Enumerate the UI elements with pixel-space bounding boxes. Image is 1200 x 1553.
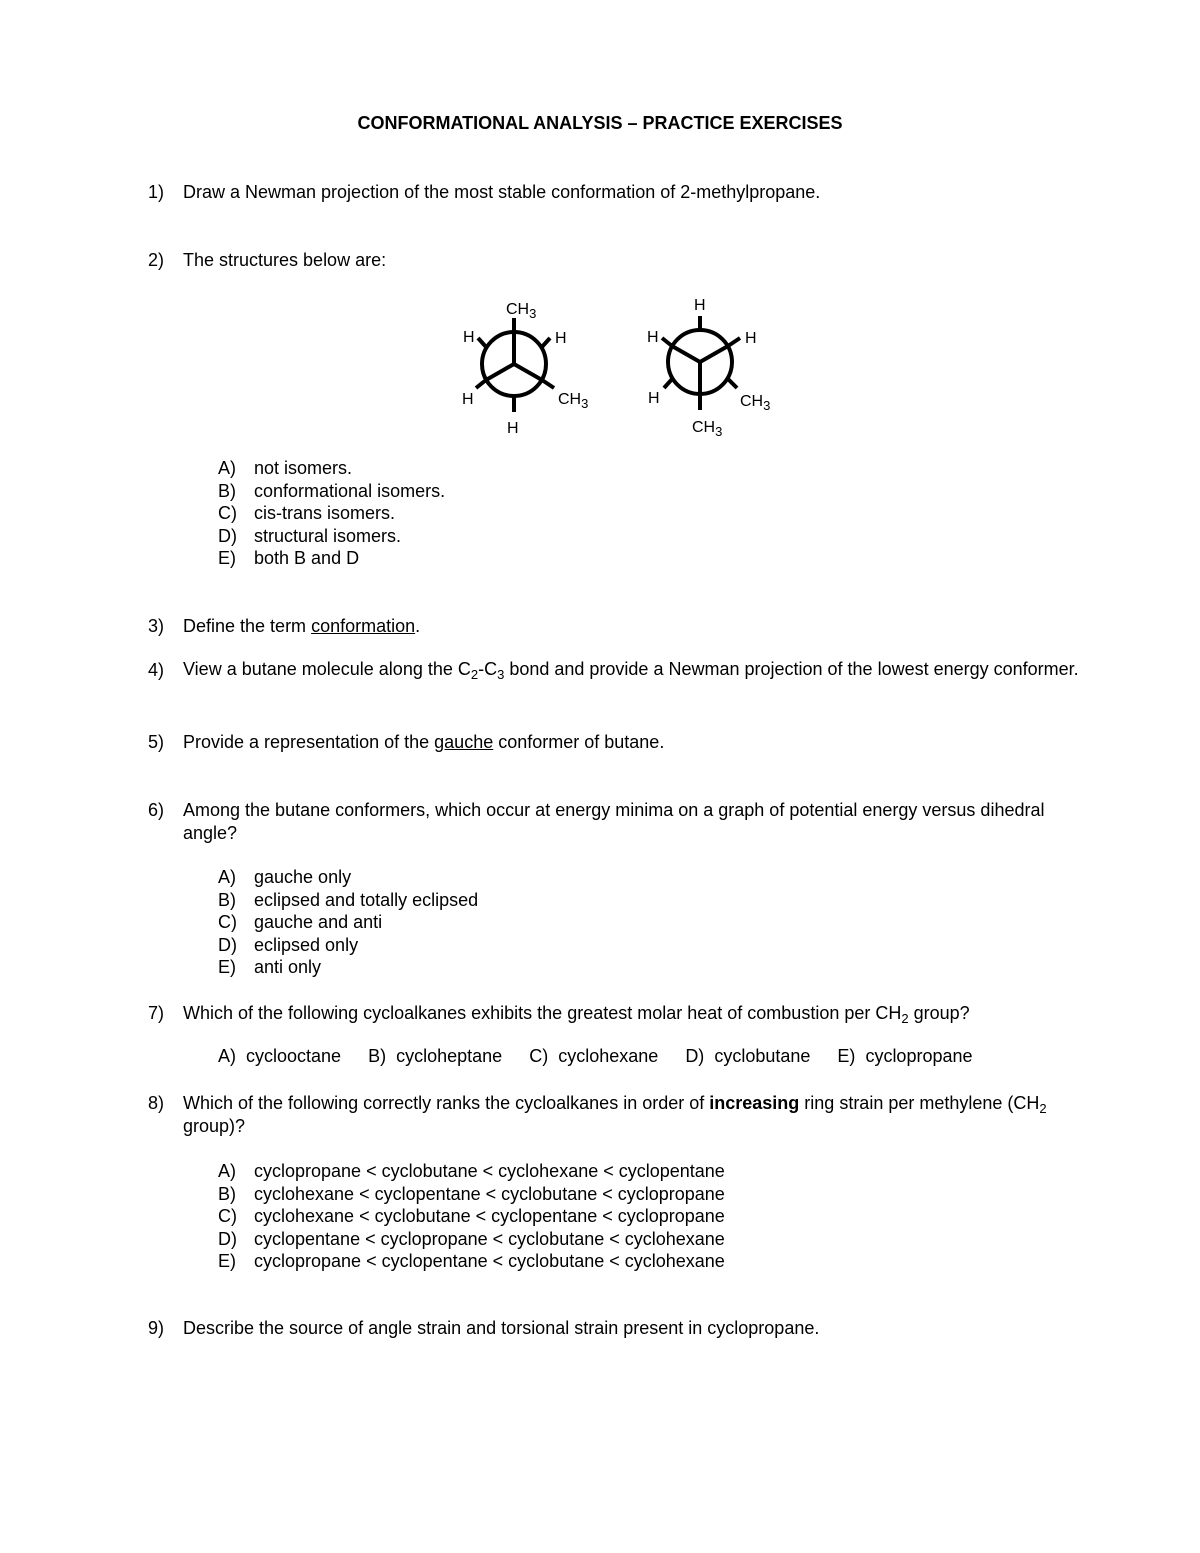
newman1-lower-left-label: H	[462, 391, 474, 408]
option-letter: D)	[218, 1228, 237, 1249]
underlined-term: gauche	[434, 732, 494, 752]
option-text: cyclobutane	[714, 1046, 811, 1066]
option-c	[529, 1046, 658, 1066]
question-text-part: group)?	[183, 1116, 246, 1136]
question-number: 1)	[148, 182, 165, 202]
option-text: cyclopropane	[865, 1046, 973, 1066]
option-letter: A)	[218, 1161, 236, 1181]
option-text: anti only	[254, 957, 322, 977]
question-number: 7)	[148, 1003, 165, 1023]
question-text	[183, 656, 1083, 683]
question-number: 9)	[148, 1318, 165, 1338]
option-e	[837, 1046, 972, 1066]
subscript: 2	[1039, 1101, 1047, 1116]
subscript: 2	[901, 1011, 909, 1026]
newman-projection-1	[462, 301, 588, 437]
newman2-lower-right-label: $CH_3$	[740, 393, 771, 413]
option-text: cyclohexane < cyclopentane < cyclobutane < cyclopropane	[254, 1183, 725, 1204]
question-text-part: Define the term	[183, 616, 312, 636]
question-text-part: ring strain per methylene (CH	[799, 1093, 1040, 1113]
option-text: cyclopropane < cyclopentane < cyclobutane < cyclohexane	[254, 1251, 725, 1271]
subscript: 2	[470, 667, 479, 682]
option-letter: B)	[368, 1046, 387, 1066]
question-text-part: Provide a representation of the	[183, 732, 435, 752]
option-letter: E)	[218, 548, 236, 568]
newman2-upper-right-label: H	[745, 330, 757, 347]
option-text: cyclopropane < cyclobutane < cyclohexane < cyclopentane	[254, 1161, 725, 1181]
option-text: conformational isomers.	[254, 480, 446, 501]
question-text-part: View a butane molecule along the C	[183, 659, 471, 679]
option-d	[685, 1046, 810, 1066]
question-text-part: Which of the following cycloalkanes exhibits the greatest molar heat of combustion per CH	[183, 1003, 902, 1023]
option-letter: C)	[218, 1206, 237, 1226]
option-text: gauche only	[254, 867, 352, 887]
newman-projection-2	[647, 297, 770, 439]
question-text-part: -C	[478, 659, 498, 679]
option-letter: A)	[218, 867, 236, 887]
option-text: structural isomers.	[254, 525, 402, 546]
question-number: 2)	[148, 250, 165, 270]
option-letter: A)	[218, 458, 236, 478]
newman2-top-label: H	[694, 297, 706, 314]
option-text: gauche and anti	[254, 912, 383, 932]
question-text	[183, 1092, 1083, 1138]
question-text-part: Which of the following correctly ranks the cycloalkanes in order of	[183, 1093, 710, 1113]
option-a	[218, 1046, 341, 1066]
option-text: cis-trans isomers.	[254, 503, 396, 523]
option-text: cyclopentane < cyclopropane < cyclobutane < cyclohexane	[254, 1228, 725, 1249]
option-letter: C)	[218, 503, 237, 523]
question-text	[183, 1002, 1083, 1024]
option-letter: C)	[218, 912, 237, 932]
option-text: cyclohexane	[558, 1046, 659, 1066]
option-letter: E)	[218, 1251, 236, 1271]
option-text: cyclooctane	[246, 1046, 342, 1066]
emphasized-word: increasing	[709, 1093, 800, 1113]
option-letter: D)	[685, 1046, 705, 1066]
newman2-upper-left-label: H	[647, 329, 659, 346]
question-text	[183, 615, 1083, 637]
question-number: 4)	[148, 660, 165, 680]
question-text-part: bond and provide a Newman projection of the lowest energy conformer.	[504, 659, 1079, 679]
question-text-part: .	[415, 616, 421, 636]
option-letter: B)	[218, 1183, 236, 1204]
option-letter: B)	[218, 480, 236, 501]
option-letter: E)	[218, 957, 236, 977]
newman1-bottom-label: H	[507, 420, 519, 437]
question-text: Describe the source of angle strain and torsional strain present in cyclopropane.	[183, 1318, 820, 1338]
option-b	[368, 1046, 502, 1066]
underlined-term: conformation	[311, 616, 416, 636]
question-text-part: conformer of butane.	[493, 732, 665, 752]
option-text: eclipsed and totally eclipsed	[254, 889, 479, 910]
option-text: not isomers.	[254, 458, 353, 478]
page-title: CONFORMATIONAL ANALYSIS – PRACTICE EXERCISES	[357, 113, 843, 133]
question-text	[183, 731, 1083, 753]
option-letter: C)	[529, 1046, 549, 1066]
option-letter: B)	[218, 889, 236, 910]
question-number: 6)	[148, 800, 165, 820]
option-text: cycloheptane	[396, 1046, 503, 1066]
question-7-options	[218, 1046, 995, 1067]
option-letter: D)	[218, 525, 237, 546]
option-text: eclipsed only	[254, 934, 359, 955]
newman1-lower-right-label: $CH_3$	[558, 391, 589, 411]
newman-projections	[440, 290, 800, 440]
option-letter: D)	[218, 934, 237, 955]
question-number: 8)	[148, 1093, 165, 1113]
question-text-part: group?	[908, 1003, 970, 1023]
option-text: both B and D	[254, 548, 360, 568]
question-text: The structures below are:	[183, 250, 387, 270]
subscript: 3	[497, 667, 505, 682]
newman1-upper-left-label: H	[463, 329, 475, 346]
newman2-bottom-label: $CH_3$	[692, 419, 723, 439]
question-number: 3)	[148, 616, 165, 636]
question-text: Among the butane conformers, which occur at energy minima on a graph of potential energy versus dihedral angle?	[183, 800, 1045, 843]
newman1-top-label: $CH_3$	[506, 301, 537, 321]
option-letter: A)	[218, 1046, 236, 1066]
option-text: cyclohexane < cyclobutane < cyclopentane < cyclopropane	[254, 1206, 725, 1226]
option-letter: E)	[837, 1046, 856, 1066]
question-number: 5)	[148, 732, 165, 752]
question-text: Draw a Newman projection of the most stable conformation of 2-methylpropane.	[183, 182, 821, 202]
newman2-lower-left-label: H	[648, 390, 660, 407]
newman1-upper-right-label: H	[555, 330, 567, 347]
